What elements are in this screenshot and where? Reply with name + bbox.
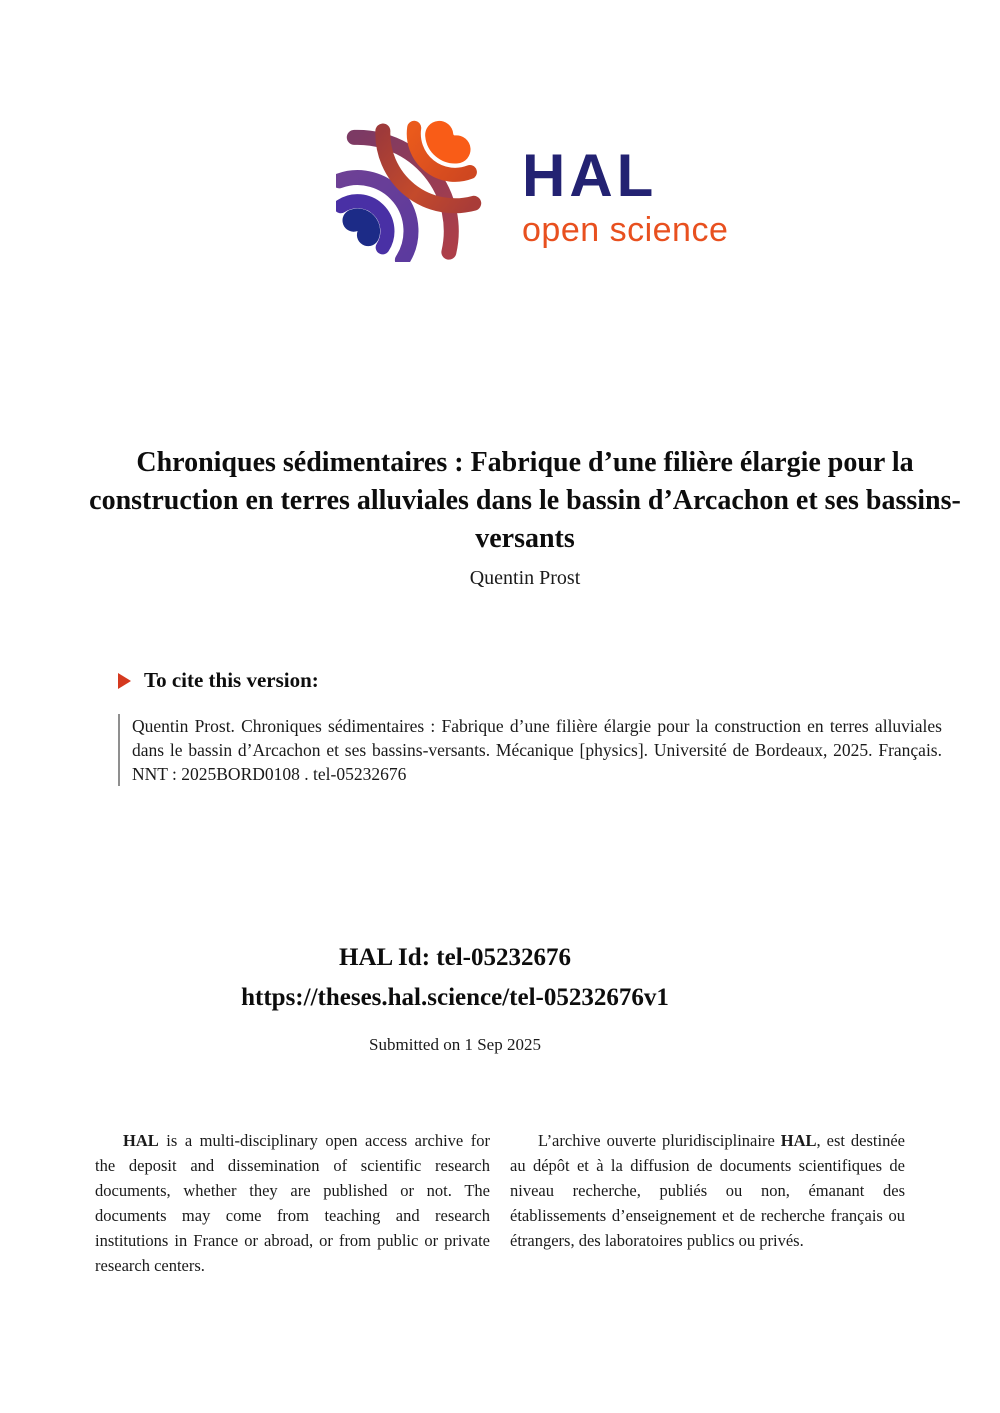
hal-bold-word: HAL	[123, 1131, 159, 1150]
thesis-title: Chroniques sédimentaires : Fabrique d’une filière élargie pour la construction en terres alluviales dans le bassin d’Arcachon et ses bassins-versants	[89, 447, 961, 554]
submitted-date: Submitted on 1 Sep 2025	[369, 1035, 541, 1054]
about-english-text: is a multi-disciplinary open access archive for the deposit and dissemination of scientific research documents, whether they are published or not. The documents may come from teaching and research institutions in France or abroad, or from public or private research centers.	[95, 1131, 490, 1275]
about-english-paragraph	[95, 1128, 490, 1278]
hal-logo	[336, 112, 728, 262]
hal-id-url-link[interactable]: https://theses.hal.science/tel-05232676v1	[241, 984, 669, 1011]
hal-id-block	[0, 944, 910, 1055]
about-french-pre-text: L’archive ouverte pluridisciplinaire	[538, 1131, 781, 1150]
hal-globe-icon	[336, 112, 486, 262]
red-triangle-icon	[118, 673, 131, 689]
hal-brand-name: HAL	[522, 142, 658, 209]
about-french-paragraph	[510, 1128, 905, 1253]
citation-text: Quentin Prost. Chroniques sédimentaires : Fabrique d’une filière élargie pour la construction en terres alluviales dans le bassin d’Arcachon et ses bassins-versants. Mécanique [physics]. Université de Bordeaux, 2025. Français. NNT : 2025BORD0108 . tel-05232676	[118, 714, 942, 786]
cite-section	[118, 668, 942, 786]
cite-heading	[118, 668, 942, 693]
about-french-column	[510, 1128, 905, 1278]
hal-bold-word: HAL	[780, 1131, 817, 1150]
about-english-column	[95, 1128, 490, 1278]
hal-logo-text	[522, 112, 728, 248]
about-french-text: , est destinée au dépôt et à la diffusion de documents scientifiques de niveau recherche, publiés ou non, émanant des établissements d’enseignement et de recherche français ou étrangers, des laboratoires publics ou privés.	[510, 1131, 905, 1250]
about-columns	[95, 1128, 905, 1278]
hal-id-line: HAL Id: tel-05232676	[339, 944, 571, 971]
hal-tagline: open science	[522, 211, 729, 249]
header-block	[85, 444, 965, 590]
cite-heading-label: To cite this version:	[144, 668, 319, 692]
thesis-author: Quentin Prost	[469, 567, 581, 589]
